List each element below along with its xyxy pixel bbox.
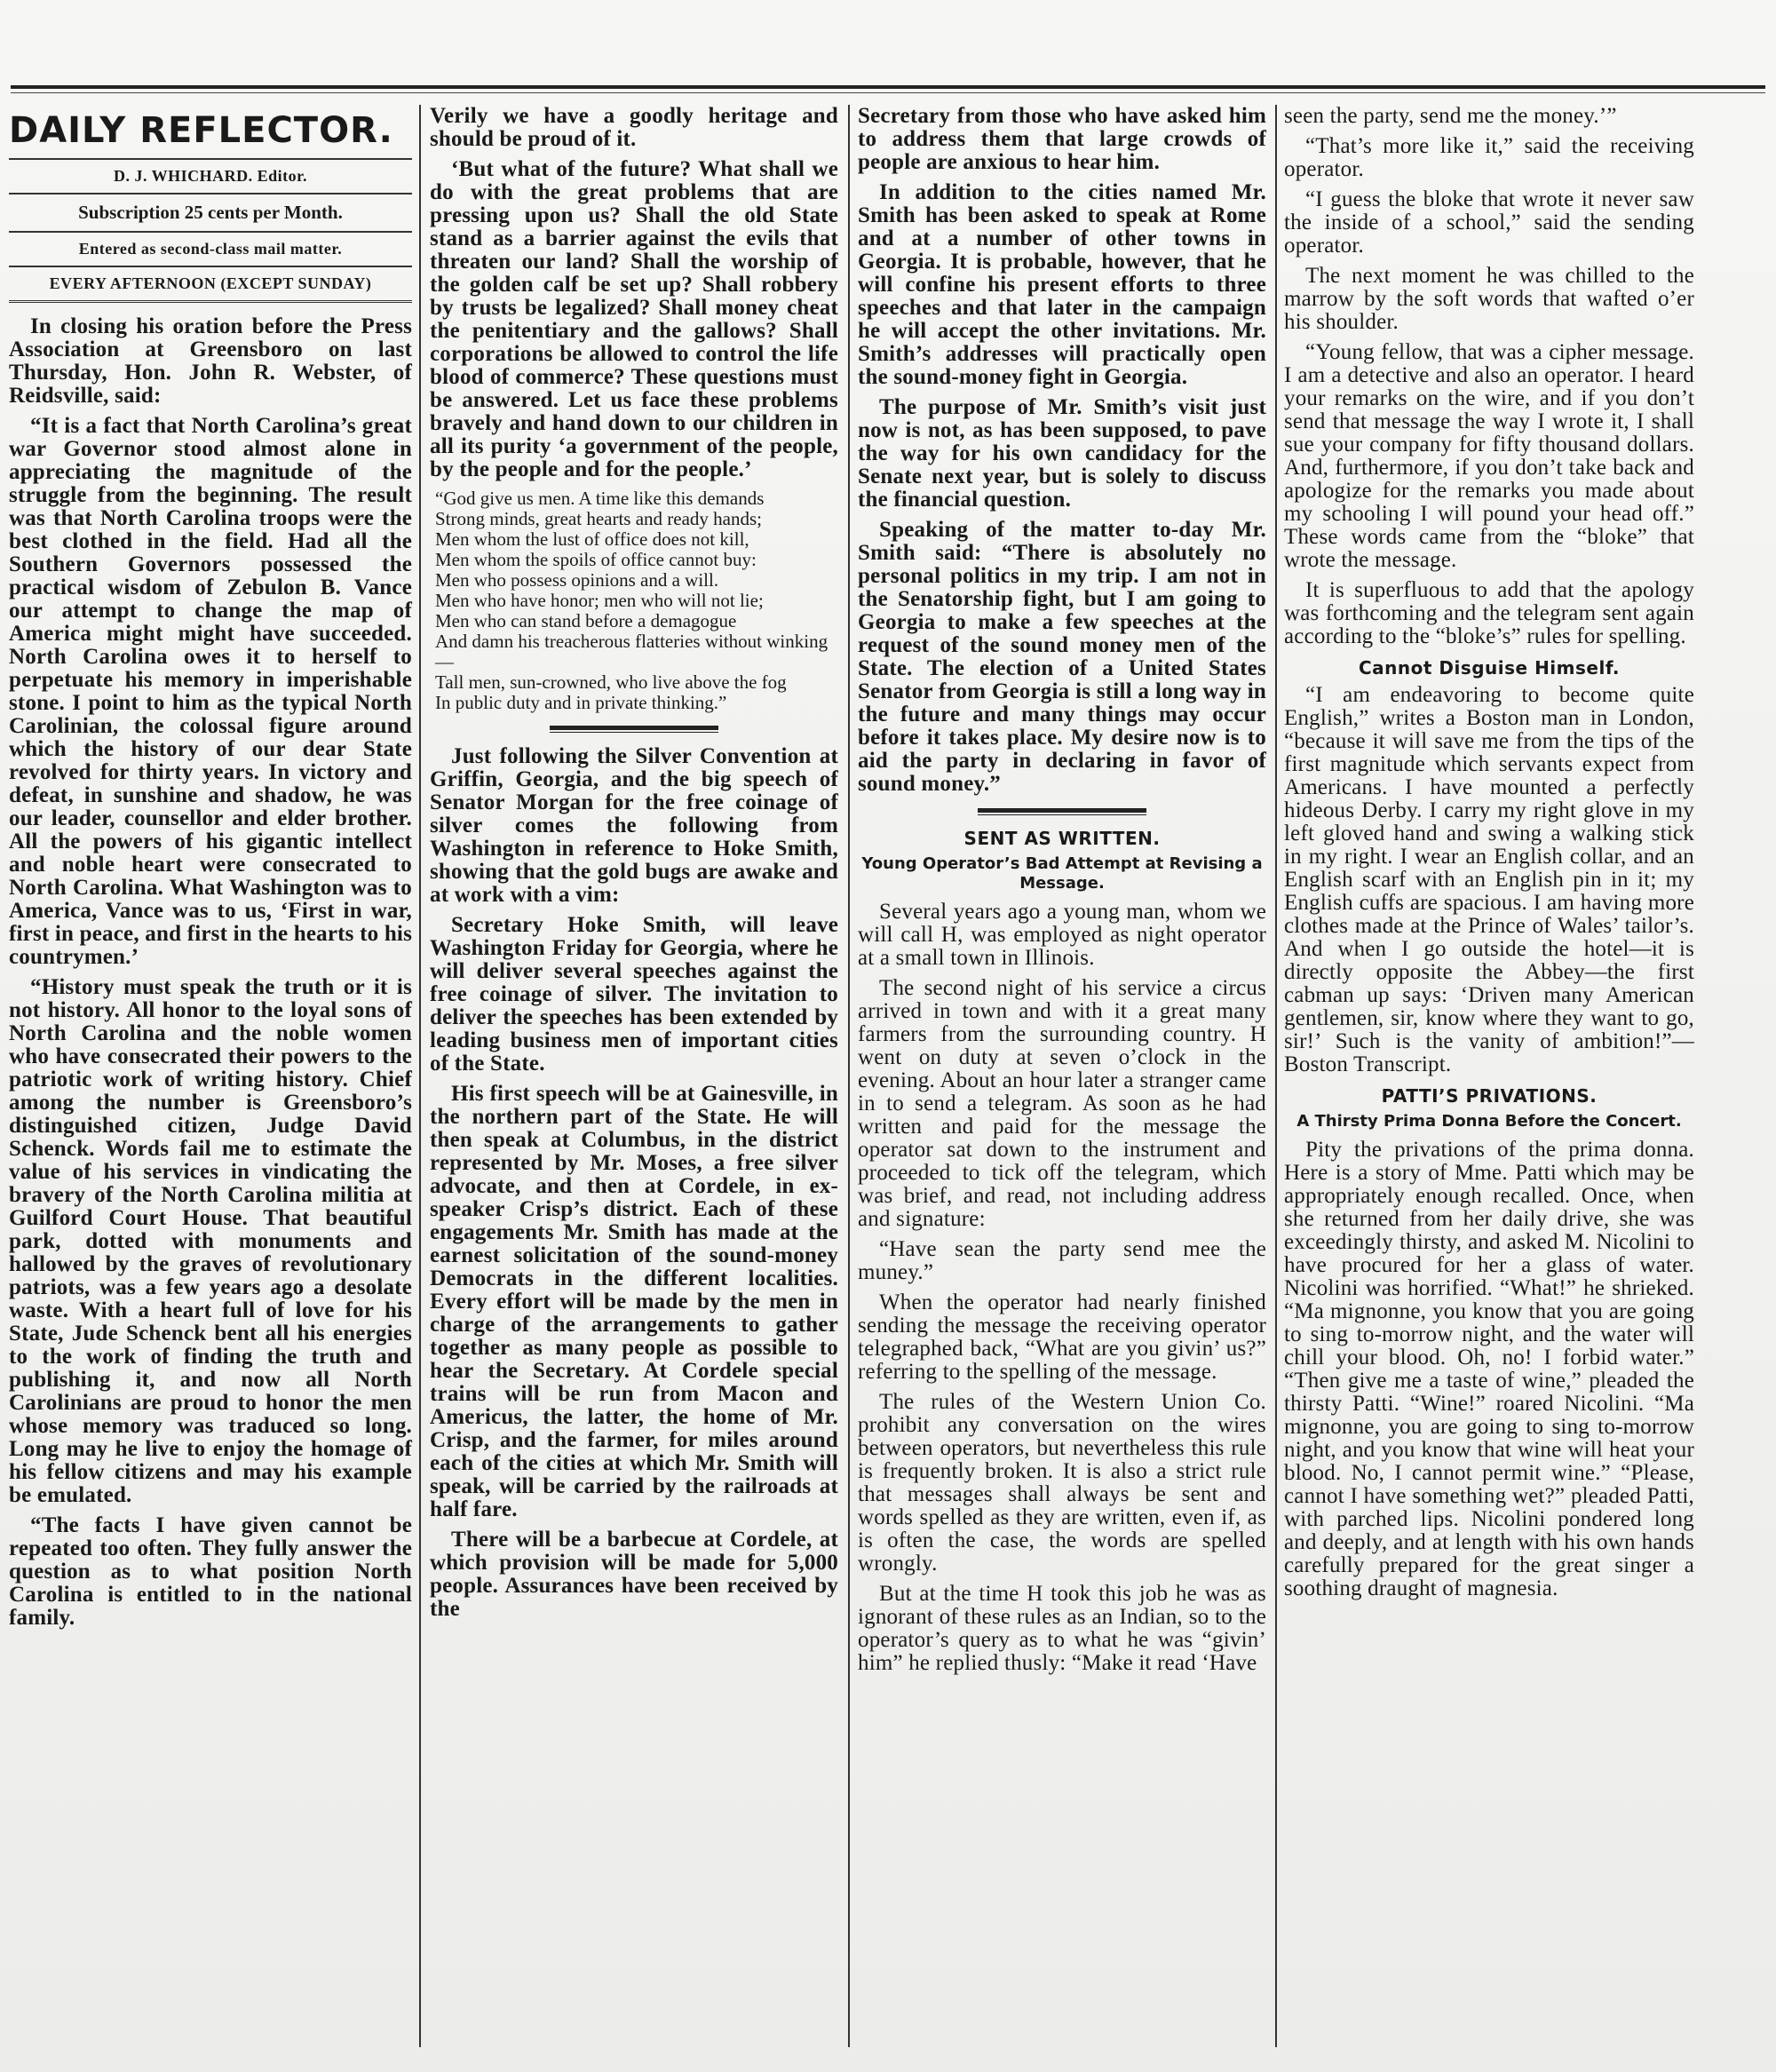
- poem-line: And damn his treacherous flatteries without winking—: [435, 631, 829, 672]
- article-paragraph: Several years ago a young man, whom we will call H, was employed as night operator at a small town in Illinois.: [858, 900, 1266, 970]
- column-1: [5, 105, 416, 2047]
- poem-line: “God give us men. A time like this demands: [435, 488, 765, 509]
- article-paragraph: The purpose of Mr. Smith’s visit just now is not, as has been supposed, to pave the way for his own candidacy for the Senate next year, but is solely to discuss the financial question.: [858, 395, 1266, 512]
- article-paragraph: ‘But what of the future? What shall we do with the great problems that are pressing upon us? Shall the old State stand as a barrier against the evils that threaten our land? Shall the worship of the golden calf be set up? Shall robbery by trusts be legalized? Shall money cheat the penitentiary and the gallows? Shall corporations be allowed to control the life blood of commerce? These questions must be answered. Let us face these problems bravely and hand down to our children in all its purity ‘a government of the people, by the people and for the people.’: [430, 157, 838, 481]
- poem-line: Strong minds, great hearts and ready hands;: [435, 508, 762, 529]
- column-3: [854, 105, 1270, 2047]
- poem: [435, 488, 838, 713]
- article-paragraph: “History must speak the truth or it is not history. All honor to the loyal sons of North Carolina and the noble women who have consecrated their powers to the patriotic work of writing history. Chief among the number is Greensboro’s distinguished citizen, Judge David Schenck. Words fail me to estimate the value of his services in vindicating the bravery of the North Carolina militia at Guilford Court House. That beautiful park, dotted with monuments and hallowed by the graves of revolutionary patriots, was a few years ago a desolate waste. With a heart full of love for his State, Jude Schenck bent all his energies to the work of finding the truth and publishing it, and now all North Carolinians are proud to honor the men whose memory was traduced so long. Long may he live to enjoy the homage of his fellow citizens and may his example be emulated.: [9, 975, 412, 1507]
- article-paragraph: “The facts I have given cannot be repeated too often. They fully answer the question as to what position North Carolina is entitled to in the national family.: [9, 1513, 412, 1630]
- article-headline: SENT AS WRITTEN.: [963, 828, 1161, 849]
- article-paragraph: “It is a fact that North Carolina’s great war Governor stood almost alone in appreciating the magnitude of the struggle from the beginning. The result was that North Carolina troops were the best clothed in the field. Had all the Southern Governors possessed the practical wisdom of Zebulon B. Vance our attempt to change the map of America might might have succeeded. North Carolina owes it to herself to perpetuate his memory in imperishable stone. I point to him as the typical North Carolinian, the colossal figure around which the history of our dear State revolved for thirty years. In victory and defeat, in sunshine and shadow, he was our leader, counsellor and elder brother. All the powers of his gigantic intellect and noble heart were consecrated to North Carolina. What Washington was to America, Vance was to us, ‘First in war, first in peace, and first in the hearts to his countrymen.’: [9, 414, 412, 969]
- article-paragraph: “I guess the bloke that wrote it never saw the inside of a school,” said the sending operator.: [1284, 187, 1694, 258]
- article-headline: PATTI’S PRIVATIONS.: [1381, 1085, 1598, 1107]
- article-paragraph: Secretary from those who have asked him to address them that large crowds of people are anxious to hear him.: [858, 105, 1266, 174]
- article-paragraph: Verily we have a goodly heritage and should be proud of it.: [430, 105, 838, 151]
- masthead-title: DAILY REFLECTOR.: [9, 110, 393, 151]
- article-headline: Cannot Disguise Himself.: [1358, 657, 1621, 679]
- article-subhead: Young Operator’s Bad Attempt at Revising a Message.: [861, 854, 1263, 893]
- article-paragraph: Secretary Hoke Smith, will leave Washington Friday for Georgia, where he will deliver several speeches against the free coinage of silver. The invitation to deliver the speeches has been extended by leading business men of important cities of the State.: [430, 913, 838, 1076]
- column-2: [426, 105, 842, 2047]
- article-paragraph: seen the party, send me the money.’”: [1284, 105, 1617, 128]
- article-paragraph: In closing his oration before the Press Association at Greensboro on last Thursday, Hon. John R. Webster, of Reidsville, said:: [9, 314, 412, 408]
- poem-line: Men who have honor; men who will not lie;: [435, 590, 764, 611]
- article-paragraph: “Young fellow, that was a cipher message. I am a detective and also an operator. I heard your remarks on the wire, and if you don’t send that message the way I wrote it, I shall sue your company for fifty thousand dollars. And, furthermore, if you don’t take back and apologize for the remarks you made about my schooling I will pound your head off.” These words came from the “bloke” that wrote the message.: [1284, 340, 1694, 572]
- poem-line: Tall men, sun-crowned, who live above the fog: [435, 671, 787, 693]
- article-paragraph: The rules of the Western Union Co. prohibit any conversation on the wires between operators, but nevertheless this rule is frequently broken. It is also a strict rule that messages shall always be sent and words spelled as they are written, even if, as is often the case, the words are spelled wrongly.: [858, 1390, 1266, 1576]
- article-paragraph: Speaking of the matter to-day Mr. Smith said: “There is absolutely no personal politics in my trip. I am not in the Senatorship fight, but I am going to Georgia to make a few speeches at the request of the sound money men of the State. The election of a United States Senator from Georgia is still a long way in the future and many things may occur before it takes place. My desire now is to aid the party in declaring in favor of sound money.”: [858, 518, 1266, 796]
- poem-line: Men whom the lust of office does not kill,: [435, 528, 749, 550]
- article-paragraph: His first speech will be at Gainesville, in the northern part of the State. He will then speak at Columbus, in the district represented by Mr. Moses, a free silver advocate, and then at Cordele, in ex-speaker Crisp’s district. Each of these engagements Mr. Smith has made at the earnest solicitation of the sound-money Democrats in the different localities. Every effort will be made by the men in charge of the arrangements to gather together as many people as possible to hear the Secretary. At Cordele special trains will be run from Macon and Americus, the latter, the home of Mr. Crisp, and the farmer, for miles around each of the cities at which Mr. Smith will speak, will be carried by the railroads at half fare.: [430, 1082, 838, 1521]
- poem-line: Men who possess opinions and a will.: [435, 569, 719, 591]
- masthead-entered: Entered as second-class mail matter.: [9, 231, 412, 266]
- section-divider: [550, 726, 718, 733]
- article-paragraph: “Have sean the party send mee the muney.”: [858, 1237, 1266, 1284]
- article-paragraph: When the operator had nearly finished sending the message the receiving operator telegraphed back, “What are you givin’ us?” referring to the spelling of the message.: [858, 1290, 1266, 1384]
- poem-line: Men who can stand before a demagogue: [435, 610, 737, 631]
- article-paragraph: “I am endeavoring to become quite English,” writes a Boston man in London, “because it will save me from the tips of the first magnitude which servants expect from Americans. I have mounted a perfectly hideous Derby. I carry my right glove in my left gloved hand and swing a walking stick in my right. I wear an English collar, and an English scarf with an English pin in it; my English cuffs are spacious. I am having more clothes made at the Prince of Wales’ tailor’s. And when I go outside the hotel—it is directly opposite the Abbey—the first cabman up says: ‘Driven many American gentlemen, sir, know where they want to go, sir!’ Such is the vanity of ambition!”—Boston Transcript.: [1284, 683, 1694, 1076]
- masthead-schedule: EVERY AFTERNOON (EXCEPT SUNDAY): [9, 266, 412, 303]
- article-paragraph: In addition to the cities named Mr. Smith has been asked to speak at Rome and at a number of other towns in Georgia. It is probable, however, that he will confine his present efforts to three speeches and that later in the campaign he will accept the other invitations. Mr. Smith’s addresses will practically open the sound-money fight in Georgia.: [858, 180, 1266, 389]
- poem-line: Men whom the spoils of office cannot buy:: [435, 549, 757, 570]
- column-4: [1280, 105, 1698, 2047]
- article-paragraph: Just following the Silver Convention at Griffin, Georgia, and the big speech of Senator Morgan for the free coinage of silver comes the following from Washington in reference to Hoke Smith, showing that the gold bugs are awake and at work with a vim:: [430, 744, 838, 907]
- top-rule: [11, 85, 1765, 93]
- section-divider: [978, 808, 1146, 815]
- column-rule: [848, 105, 850, 2047]
- article-paragraph: “That’s more like it,” said the receiving operator.: [1284, 134, 1694, 181]
- masthead-editor: D. J. WHICHARD. Editor.: [9, 158, 412, 193]
- poem-line: In public duty and in private thinking.”: [435, 692, 727, 713]
- article-paragraph: It is superfluous to add that the apology was forthcoming and the telegram sent again according to the “bloke’s” rules for spelling.: [1284, 578, 1694, 648]
- article-paragraph: There will be a barbecue at Cordele, at which provision will be made for 5,000 people. Assurances have been received by the: [430, 1528, 838, 1621]
- column-rule: [419, 105, 421, 2047]
- masthead-subscription: Subscription 25 cents per Month.: [9, 193, 412, 231]
- article-paragraph: But at the time H took this job he was as ignorant of these rules as an Indian, so to the operator’s query as to what he was “givin’ him” he replied thusly: “Make it read ‘Have: [858, 1582, 1266, 1675]
- column-rule: [1275, 105, 1277, 2047]
- article-subhead: A Thirsty Prima Donna Before the Concert.: [1296, 1112, 1682, 1131]
- article-paragraph: Pity the privations of the prima donna. Here is a story of Mme. Patti which may be appropriately enough recalled. Once, when she returned from her daily drive, she was exceedingly thirsty, and asked M. Nicolini to have procured for her a glass of water. Nicolini was horrified. “What!” he shrieked. “Ma mignonne, you know that you are going to sing to-morrow night, and the water will chill your blood. Oh, no! I forbid water.” “Then give me a taste of wine,” pleaded the thirsty Patti. “Wine!” roared Nicolini. “Ma mignonne, you are going to sing to-morrow night, and you know that wine will heat your blood. No, I cannot permit wine.” “Please, cannot I have something wet?” pleaded Patti, with parched lips. Nicolini pondered long and deeply, and at length with his own hands carefully prepared for the great singer a soothing draught of magnesia.: [1284, 1138, 1694, 1600]
- article-paragraph: The second night of his service a circus arrived in town and with it a great many farmers from the surrounding country. H went on duty at seven o’clock in the evening. About an hour later a stranger came in to send a telegram. As soon as he had written and paid for the message the operator sat down to the instrument and proceeded to tick off the telegram, which was brief, and read, not including address and signature:: [858, 976, 1266, 1231]
- article-paragraph: The next moment he was chilled to the marrow by the soft words that wafted o’er his shoulder.: [1284, 264, 1694, 334]
